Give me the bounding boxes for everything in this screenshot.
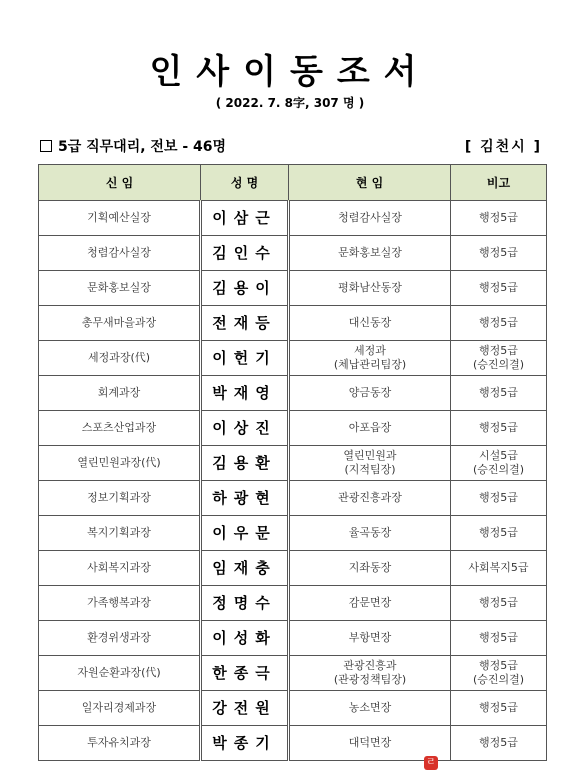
cell-name: 전재등 bbox=[201, 306, 289, 341]
cell-name: 박종기 bbox=[201, 726, 289, 761]
table-row bbox=[39, 271, 547, 306]
cell-note: 행정5급 bbox=[451, 201, 547, 236]
cell-new-position: 열린민원과장(代) bbox=[39, 446, 201, 481]
table-row bbox=[39, 236, 547, 271]
header-name: 성 명 bbox=[201, 165, 289, 201]
cell-current-position: 평화남산동장 bbox=[289, 271, 451, 306]
cell-name: 이성화 bbox=[201, 621, 289, 656]
checkbox-square-icon bbox=[40, 140, 52, 152]
cell-new-position: 일자리경제과장 bbox=[39, 691, 201, 726]
cell-note: 시설5급 (승진의결) bbox=[451, 446, 547, 481]
cell-current-position: 감문면장 bbox=[289, 586, 451, 621]
cell-new-position: 스포츠산업과장 bbox=[39, 411, 201, 446]
cell-new-position: 기획예산실장 bbox=[39, 201, 201, 236]
cell-name: 박재영 bbox=[201, 376, 289, 411]
table-row bbox=[39, 411, 547, 446]
cell-note: 행정5급 bbox=[451, 236, 547, 271]
region-label: [ 김천시 ] bbox=[464, 139, 542, 155]
cell-new-position: 회계과장 bbox=[39, 376, 201, 411]
table-row bbox=[39, 516, 547, 551]
table-row bbox=[39, 201, 547, 236]
cell-current-position: 부항면장 bbox=[289, 621, 451, 656]
cell-name: 이상진 bbox=[201, 411, 289, 446]
table-row bbox=[39, 656, 547, 691]
section-heading bbox=[40, 136, 226, 156]
cell-new-position: 총무새마을과장 bbox=[39, 306, 201, 341]
cell-current-position: 율곡동장 bbox=[289, 516, 451, 551]
cell-note: 행정5급 (승진의결) bbox=[451, 341, 547, 376]
section-label: 5급 직무대리, 전보 - 46명 bbox=[58, 139, 227, 155]
cell-note: 행정5급 bbox=[451, 726, 547, 761]
cell-note: 행정5급 bbox=[451, 481, 547, 516]
cell-current-position: 지좌동장 bbox=[289, 551, 451, 586]
cell-name: 임재충 bbox=[201, 551, 289, 586]
cell-current-position: 양금동장 bbox=[289, 376, 451, 411]
cell-name: 정명수 bbox=[201, 586, 289, 621]
cell-new-position: 사회복지과장 bbox=[39, 551, 201, 586]
cell-note: 행정5급 bbox=[451, 586, 547, 621]
cell-name: 강전원 bbox=[201, 691, 289, 726]
cell-note: 행정5급 bbox=[451, 376, 547, 411]
cell-new-position: 정보기획과장 bbox=[39, 481, 201, 516]
table-row bbox=[39, 586, 547, 621]
table-row bbox=[39, 726, 547, 761]
cell-current-position: 농소면장 bbox=[289, 691, 451, 726]
cell-name: 이헌기 bbox=[201, 341, 289, 376]
cell-name: 이우문 bbox=[201, 516, 289, 551]
cell-name: 하광현 bbox=[201, 481, 289, 516]
personnel-table bbox=[38, 164, 547, 761]
cell-current-position: 문화홍보실장 bbox=[289, 236, 451, 271]
cell-note: 행정5급 bbox=[451, 691, 547, 726]
cell-new-position: 복지기획과장 bbox=[39, 516, 201, 551]
cell-name: 김인수 bbox=[201, 236, 289, 271]
header-note: 비고 bbox=[451, 165, 547, 201]
cell-new-position: 가족행복과장 bbox=[39, 586, 201, 621]
cell-name: 이삼근 bbox=[201, 201, 289, 236]
document-title: 인사이동조서 bbox=[149, 52, 431, 92]
cell-name: 김용환 bbox=[201, 446, 289, 481]
header-new-position: 신 임 bbox=[39, 165, 201, 201]
cell-note: 행정5급 bbox=[451, 621, 547, 656]
cell-current-position: 열린민원과 (지적팀장) bbox=[289, 446, 451, 481]
cell-current-position: 아포읍장 bbox=[289, 411, 451, 446]
document-subtitle: ( 2022. 7. 8字, 307 명 ) bbox=[215, 96, 365, 110]
table-row bbox=[39, 621, 547, 656]
cell-note: 행정5급 bbox=[451, 271, 547, 306]
cell-current-position: 대덕면장 bbox=[289, 726, 451, 761]
cell-note: 행정5급 bbox=[451, 306, 547, 341]
table-row bbox=[39, 306, 547, 341]
cell-name: 한종극 bbox=[201, 656, 289, 691]
cell-current-position: 세정과 (체납관리팀장) bbox=[289, 341, 451, 376]
cell-new-position: 환경위생과장 bbox=[39, 621, 201, 656]
header-current-position: 현 임 bbox=[289, 165, 451, 201]
table-row bbox=[39, 376, 547, 411]
cell-new-position: 세정과장(代) bbox=[39, 341, 201, 376]
cell-current-position: 관광진흥과 (관광정책팀장) bbox=[289, 656, 451, 691]
cell-new-position: 청렴감사실장 bbox=[39, 236, 201, 271]
table-row bbox=[39, 341, 547, 376]
cell-new-position: 자원순환과장(代) bbox=[39, 656, 201, 691]
cell-note: 사회복지5급 bbox=[451, 551, 547, 586]
watermark-logo-icon: ㄹ bbox=[424, 756, 438, 770]
cell-new-position: 투자유치과장 bbox=[39, 726, 201, 761]
cell-current-position: 대신동장 bbox=[289, 306, 451, 341]
cell-note: 행정5급 bbox=[451, 516, 547, 551]
table-row bbox=[39, 691, 547, 726]
cell-current-position: 관광진흥과장 bbox=[289, 481, 451, 516]
table-row bbox=[39, 481, 547, 516]
cell-new-position: 문화홍보실장 bbox=[39, 271, 201, 306]
table-row bbox=[39, 446, 547, 481]
table-row bbox=[39, 551, 547, 586]
table-header-row bbox=[39, 165, 547, 201]
cell-name: 김용이 bbox=[201, 271, 289, 306]
cell-current-position: 청렴감사실장 bbox=[289, 201, 451, 236]
cell-note: 행정5급 (승진의결) bbox=[451, 656, 547, 691]
cell-note: 행정5급 bbox=[451, 411, 547, 446]
